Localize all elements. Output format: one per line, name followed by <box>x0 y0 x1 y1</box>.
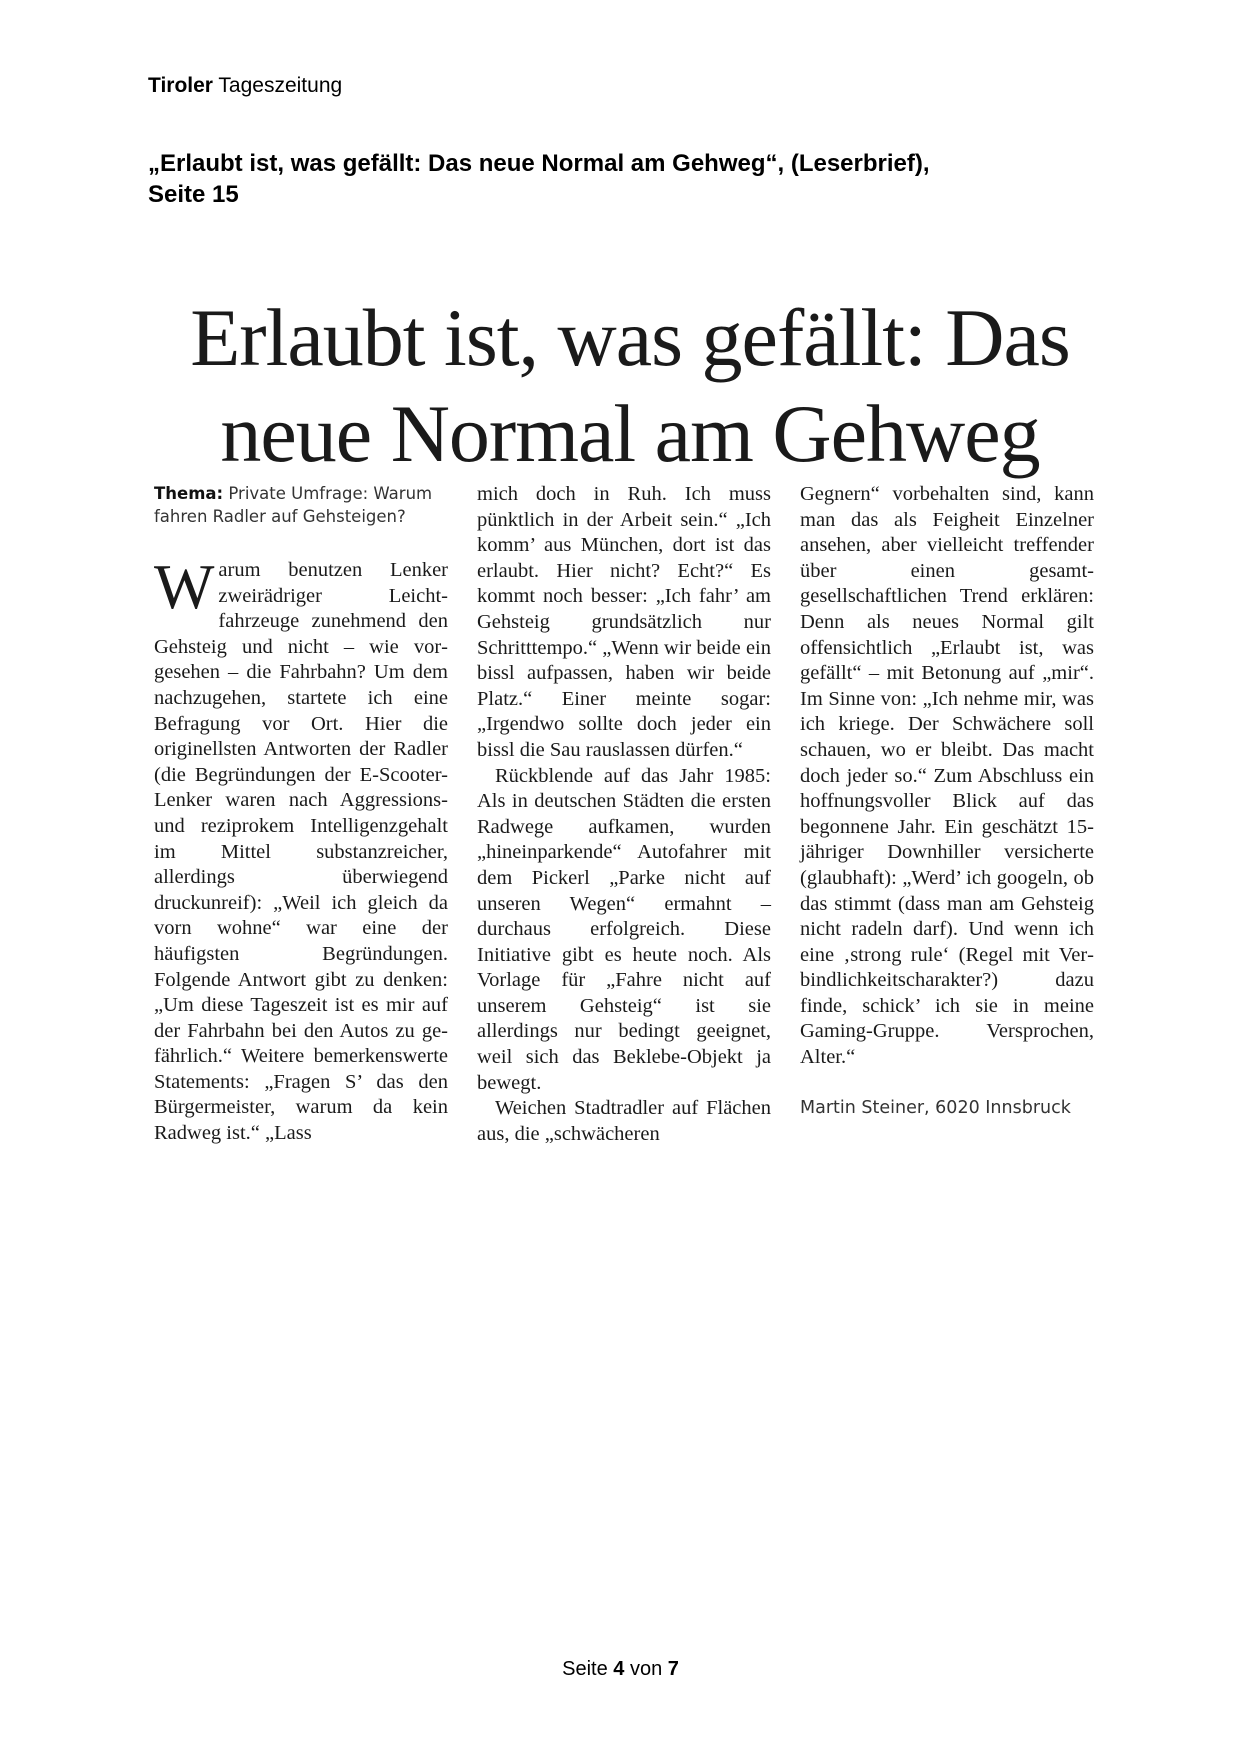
publication-name-rest: Tageszeitung <box>212 74 343 97</box>
article-paragraph-2: Rückblende auf das Jahr 1985: Als in deutschen Städten die ersten Radwege aufkamen, wurden „hineinparkende“ Autofahrer mit dem Pickerl „Parke nicht auf unseren Wegen“ ermahnt – durchaus erfolgreich. Diese Initiative gibt es heute noch. Als Vorlage für „Fahre nicht auf unserem Gehsteig“ ist sie allerdings nur bedingt geeignet, weil sich das Beklebe-Objekt ja bewegt. <box>477 764 771 1094</box>
headline-line2: neue Normal am Gehweg <box>220 388 1040 479</box>
page-number-total: 7 <box>667 1658 679 1680</box>
page-footer <box>0 1658 1241 1681</box>
article-headline <box>150 290 1110 482</box>
topic-text: Private Umfrage: Warum fahren Radler auf Gehsteigen? <box>154 484 433 526</box>
headline-line1: Erlaubt ist, was gefällt: Das <box>190 292 1070 383</box>
topic-label: Thema: <box>154 484 224 503</box>
article-body <box>154 482 1094 1147</box>
paragraph-1-text: arum benutzen Lenker zweirädriger Leichtfahrzeuge zunehmend den Gehsteig und nicht – wie vorgesehen – die Fahrbahn? Um dem nachzugehen, startete ich eine Befragung vor Ort. Hier die originellsten Antworten der Radler (die Begründungen der E-Scooter-Lenker waren nach Aggressions- und reziprokem Intelligenzgehalt im Mittel substanzreicher, allerdings überwiegend druckunreif): „Weil ich gleich da vorn wohne“ war eine der häufigsten Begründungen. Folgende Antwort gibt zu denken: „Um diese Tageszeit ist es mir auf der Fahrbahn bei den Autos zu gefährlich.“ Weitere bemerkenswerte Statements: „Fragen S’ das den Bürgermeister, warum da kein Radweg ist.“ „Lass <box>154 559 448 1145</box>
publication-header <box>148 74 342 98</box>
publication-name-bold: Tiroler <box>148 74 213 97</box>
paragraph-1-continued: mich doch in Ruh. Ich muss pünktlich in der Arbeit sein.“ „Ich komm’ aus München, dort ist das erlaubt. Hier nicht? Echt?“ Es kommt noch besser: „Ich fahr’ am Gehsteig grundsätzlich nur Schritttempo.“ „Wenn wir beide ein bissl aufpassen, haben wir beide Platz.“ Einer meinte sogar: „Irgendwo sollte doch jeder ein bissl die Sau rauslassen dürfen.“ <box>477 483 771 761</box>
article-paragraph-3: Weichen Stadtradler auf Flächen aus, die „schwächeren <box>477 1097 771 1145</box>
drop-cap: W <box>154 551 215 622</box>
document-title-line2: Seite 15 <box>148 181 239 208</box>
document-title-line1: „Erlaubt ist, was gefällt: Das neue Normal am Gehweg“, (Leserbrief), <box>148 150 930 177</box>
article-column-1 <box>154 482 448 1147</box>
article-paragraph-1 <box>154 551 448 1147</box>
article-column-3 <box>800 482 1094 1147</box>
page-number-current: 4 <box>613 1658 625 1680</box>
author-signature: Martin Steiner, 6020 Innsbruck <box>800 1097 1071 1118</box>
page-number-middle: von <box>624 1658 668 1680</box>
article-topic <box>154 482 448 528</box>
article-column-2 <box>477 482 771 1147</box>
paragraph-3-continued: Gegnern“ vorbehalten sind, kann man das als Feigheit Einzelner ansehen, aber vielleicht treffender über einen gesamtgesellschaftlichen Trend erklären: Denn als neues Normal gilt offensichtlich „Erlaubt ist, was gefällt“ – mit Betonung auf „mir“. Im Sinne von: „Ich nehme mir, was ich kriege. Der Schwächere soll schauen, wo er bleibt. Das macht doch jeder so.“ Zum Abschluss ein hoffnungsvoller Blick auf das begonnene Jahr. Ein geschätzt 15-jähriger Downhiller versicherte (glaubhaft): „Werd’ ich googeln, ob das stimmt (dass man am Gehsteig nicht radeln darf). Und wenn ich eine ‚strong rule‘ (Regel mit Verbindlichkeitscharakter?) dazu finde, schick’ ich sie in meine Gaming-Gruppe. Versprochen, Alter.“ <box>800 483 1094 1069</box>
document-title <box>148 148 1108 210</box>
page-number-prefix: Seite <box>562 1658 614 1680</box>
